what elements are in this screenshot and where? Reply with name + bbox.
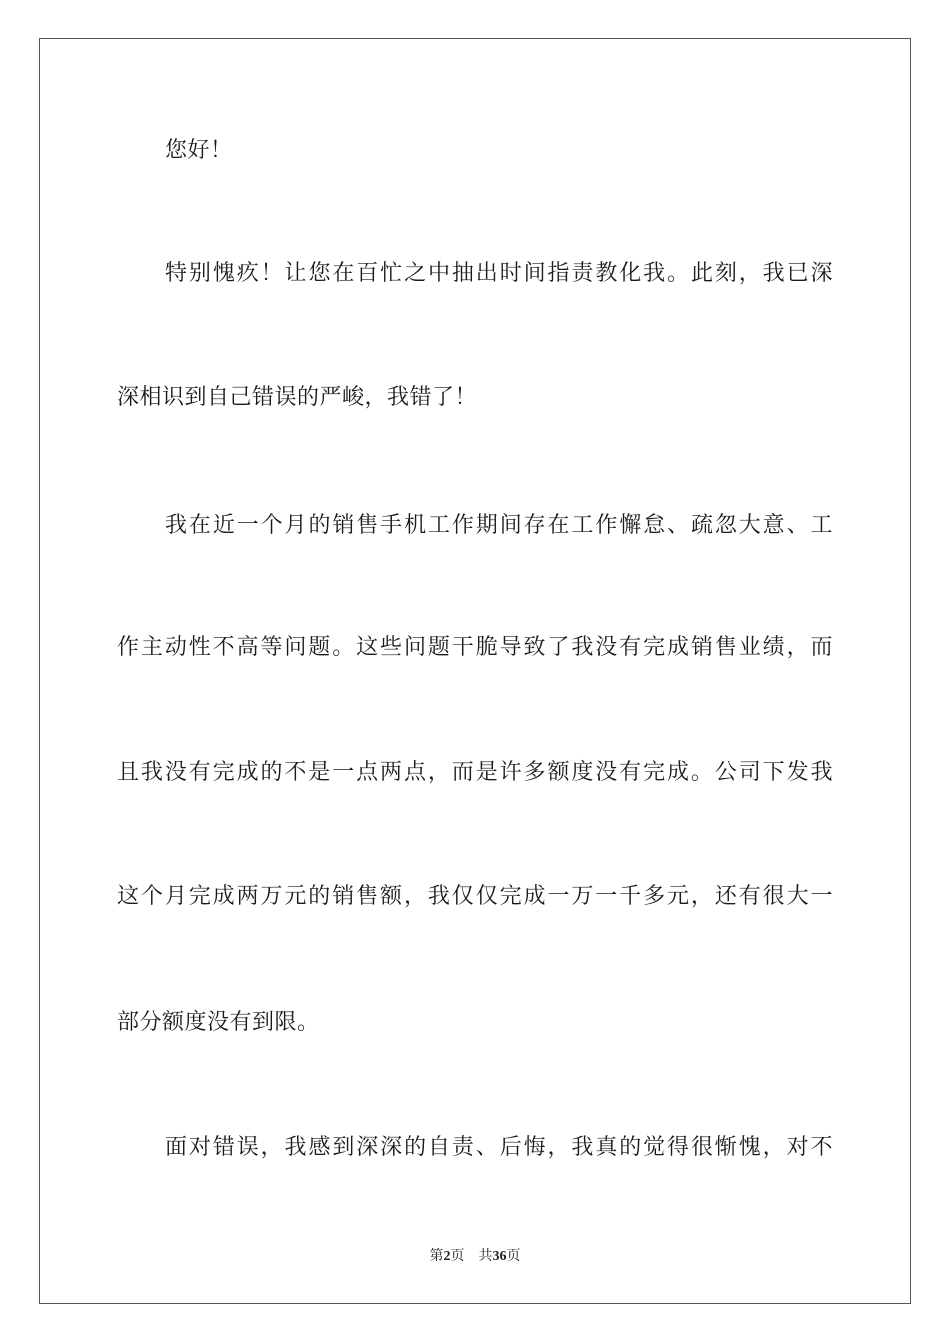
footer-total-pages: 36 [492,1249,507,1264]
footer-page-number: 2 [443,1249,451,1264]
footer-total-suffix: 页 [506,1248,521,1264]
body-line-7: 部分额度没有到限。 [117,1010,320,1035]
salutation-line: 您好！ [165,138,233,163]
footer-page-prefix: 第 [429,1248,444,1264]
body-line-8: 面对错误，我感到深深的自责、后悔，我真的觉得很惭愧，对不 [165,1135,833,1160]
body-line-3: 我在近一个月的销售手机工作期间存在工作懈怠、疏忽大意、工 [165,513,833,538]
body-line-6: 这个月完成两万元的销售额，我仅仅完成一万一千多元，还有很大一 [117,884,833,909]
page-border [39,38,911,1304]
body-line-2: 深相识到自己错误的严峻，我错了！ [117,385,478,410]
body-line-4: 作主动性不高等问题。这些问题干脆导致了我没有完成销售业绩，而 [117,635,833,660]
body-line-5: 且我没有完成的不是一点两点，而是许多额度没有完成。公司下发我 [117,760,833,785]
footer-total-prefix: 共 [478,1248,493,1264]
body-line-1: 特别愧疚！让您在百忙之中抽出时间指责教化我。此刻，我已深 [165,261,833,286]
footer-page-suffix: 页 [450,1248,465,1264]
page-footer [0,1246,950,1267]
